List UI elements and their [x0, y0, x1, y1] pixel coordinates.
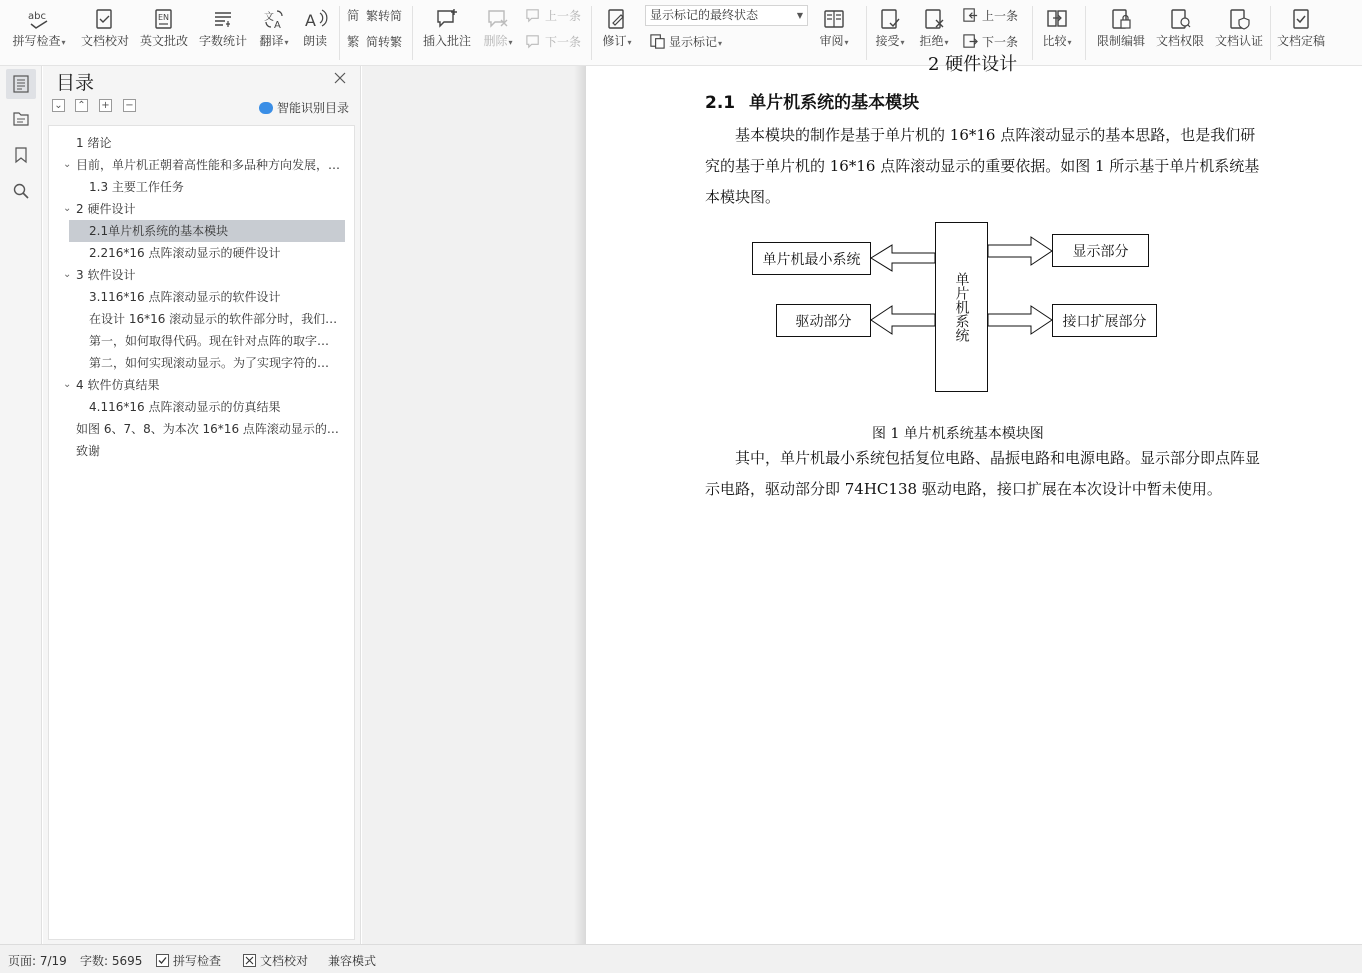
toc-item[interactable]: 1.3 主要工作任务 — [89, 180, 184, 194]
toc-item[interactable]: 3 软件设计 — [76, 268, 136, 282]
next-change-icon — [962, 33, 979, 50]
delete-comment-icon — [486, 7, 510, 31]
toc-item[interactable]: 致谢 — [76, 444, 101, 458]
separator — [1085, 6, 1086, 60]
spellcheck-icon — [27, 7, 51, 31]
spellcheck-button[interactable]: abc 拼写检查 ▾ — [8, 0, 70, 62]
en-review-button[interactable]: EN 英文批改 — [137, 0, 191, 62]
doc-proof-icon — [93, 7, 117, 31]
chevron-down-icon[interactable]: ⌄ — [63, 159, 72, 170]
arrow-right-icon — [988, 237, 1052, 265]
review-pane-icon — [822, 7, 846, 31]
toc-pane — [43, 66, 361, 944]
section-heading: 2.1 单片机系统的基本模块 — [705, 93, 920, 113]
toc-item[interactable]: 2.216*16 点阵滚动显示的硬件设计 — [89, 246, 281, 260]
mcu-system-box: 单片机系统 — [935, 222, 988, 392]
next-comment-icon — [525, 33, 542, 50]
doc-certify-icon — [1227, 7, 1251, 31]
simp-to-trad-button[interactable]: 繁 简转繁 — [346, 34, 403, 49]
prev-comment-icon — [525, 7, 542, 24]
close-icon[interactable] — [333, 71, 347, 85]
toc-title: 目录 — [56, 72, 95, 94]
bookmark-panel-toggle[interactable] — [6, 140, 36, 170]
chevron-down-icon[interactable]: ⌄ — [63, 203, 72, 214]
arrow-left-icon — [871, 306, 935, 334]
status-bar — [0, 944, 1362, 973]
toc-panel-toggle[interactable] — [6, 69, 36, 99]
separator — [1270, 6, 1271, 60]
svg-text:简: 简 — [346, 8, 360, 23]
toc-list — [48, 125, 355, 940]
review-pane-button[interactable]: 审阅 ▾ — [815, 0, 853, 62]
prev-change-button[interactable]: 上一条 — [962, 4, 1018, 26]
search-panel-toggle[interactable] — [6, 176, 36, 206]
compat-mode-indicator: 兼容模式 — [328, 954, 377, 968]
simp-to-trad-icon — [346, 33, 363, 50]
markup-state-select[interactable]: 显示标记的最终状态 ▼ — [645, 5, 808, 26]
svg-text:A: A — [274, 20, 281, 31]
track-changes-icon — [605, 7, 629, 31]
chevron-down-icon: ▼ — [796, 11, 803, 20]
toc-item[interactable]: 如图 6、7、8、为本次 16*16 点阵滚动显示的… — [76, 422, 339, 436]
page-shadow — [574, 66, 586, 944]
workspace-background — [362, 66, 586, 944]
toc-item[interactable]: 2.1单片机系统的基本模块 — [69, 220, 345, 242]
revise-button[interactable]: 修订 ▾ — [598, 0, 636, 62]
next-change-button[interactable]: 下一条 — [962, 30, 1018, 52]
driver-box: 驱动部分 — [776, 304, 871, 337]
toc-item[interactable]: 1 绪论 — [76, 136, 112, 150]
bookmark-icon — [12, 146, 30, 164]
separator — [412, 6, 413, 60]
insert-comment-icon — [435, 7, 459, 31]
svg-text:abc: abc — [28, 11, 46, 22]
chevron-down-icon[interactable]: ⌄ — [63, 379, 72, 390]
doc-permission-button[interactable]: 文档权限 — [1153, 0, 1207, 62]
word-count-icon — [211, 7, 235, 31]
block-diagram-figure — [746, 222, 1166, 402]
checkbox-icon — [156, 954, 169, 967]
document-page[interactable] — [586, 54, 1362, 944]
doc-permission-icon — [1168, 7, 1192, 31]
diagram-arrows — [746, 222, 1166, 402]
next-comment-button[interactable]: 下一条 — [525, 30, 581, 52]
toc-item[interactable]: 目前，单片机正朝着高性能和多品种方向发展，… — [76, 158, 341, 172]
toc-icon — [12, 75, 30, 93]
translate-icon — [262, 7, 286, 31]
ribbon-toolbar — [0, 0, 1362, 66]
figure-caption: 图 1 单片机系统基本模块图 — [872, 426, 1044, 442]
read-aloud-icon — [303, 7, 327, 31]
smart-toc-button[interactable]: 智能识别目录 — [259, 99, 349, 116]
display-box: 显示部分 — [1052, 234, 1149, 267]
trad-to-simp-icon — [346, 7, 363, 24]
left-icon-rail — [0, 66, 42, 944]
collapse-up-icon[interactable]: ⌃ — [75, 99, 88, 112]
spellcheck-status[interactable]: 拼写检查 — [156, 952, 221, 969]
svg-text:繁: 繁 — [346, 34, 360, 49]
word-count-indicator[interactable]: 字数: 5695 — [80, 954, 143, 968]
doc-cert-button[interactable]: 文档认证 — [1212, 0, 1266, 62]
toc-item[interactable]: 4 软件仿真结果 — [76, 378, 160, 392]
accept-button[interactable]: 接受 ▾ — [871, 0, 909, 62]
collapse-down-icon[interactable]: ⌄ — [52, 99, 65, 112]
toc-item[interactable]: 在设计 16*16 滚动显示的软件部分时，我们… — [89, 312, 338, 326]
ai-icon — [259, 102, 273, 114]
separator — [339, 6, 340, 60]
toc-item[interactable]: 2 硬件设计 — [76, 202, 136, 216]
min-system-box: 单片机最小系统 — [752, 242, 871, 275]
toc-item[interactable]: 4.116*16 点阵滚动显示的仿真结果 — [89, 400, 281, 414]
arrow-left-icon — [871, 245, 935, 271]
english-review-icon — [152, 7, 176, 31]
toc-item[interactable]: 3.116*16 点阵滚动显示的软件设计 — [89, 290, 281, 304]
translate-button[interactable]: 文 A 翻译 ▾ — [255, 0, 293, 62]
doc-finalize-icon — [1289, 7, 1313, 31]
toc-item[interactable]: 第一，如何取得代码。现在针对点阵的取字… — [89, 334, 330, 348]
search-icon — [12, 182, 30, 200]
expand-all-icon[interactable]: + — [99, 99, 112, 112]
toc-item[interactable]: 第二，如何实现滚动显示。为了实现字符的… — [89, 356, 330, 370]
trad-to-simp-button[interactable]: 简 繁转简 — [346, 8, 403, 23]
svg-text:EN: EN — [158, 13, 170, 22]
separator — [1032, 6, 1033, 60]
chapter-heading: 2 硬件设计 — [928, 54, 1018, 75]
accept-icon — [878, 7, 902, 31]
show-markup-button[interactable]: 显示标记 ▾ — [649, 30, 722, 52]
doc-proof-status-icon — [243, 954, 256, 967]
interface-box: 接口扩展部分 — [1052, 304, 1157, 337]
compare-icon — [1045, 7, 1069, 31]
reject-button[interactable]: 拒绝 ▾ — [915, 0, 953, 62]
reject-icon — [922, 7, 946, 31]
paragraph: 基本模块的制作是基于单片机的 16*16 点阵滚动显示的基本思路，也是我们研究的基于单片机的 16*16 点阵滚动显示的重要依据。如图 1 所示基于单片机系统基本模块图。 — [705, 126, 1260, 206]
chevron-down-icon[interactable]: ⌄ — [63, 269, 72, 280]
arrow-right-icon — [988, 306, 1052, 334]
page-indicator[interactable]: 页面: 7/19 — [8, 954, 67, 968]
show-markup-icon — [649, 33, 666, 50]
doc-finalize-button[interactable]: 文档定稿 — [1274, 0, 1328, 62]
prev-comment-button[interactable]: 上一条 — [525, 4, 581, 26]
paragraph: 其中，单片机最小系统包括复位电路、晶振电路和电源电路。显示部分即点阵显示电路，驱动部分即 74HC138 驱动电路，接口扩展在本次设计中暂未使用。 — [705, 449, 1261, 498]
doc-proof-status[interactable]: 文档校对 — [243, 952, 308, 969]
insert-comment-button[interactable]: 插入批注 — [420, 0, 474, 62]
collapse-all-icon[interactable]: − — [123, 99, 136, 112]
lock-icon — [1109, 7, 1133, 31]
delete-comment-button[interactable]: 删除 ▾ — [480, 0, 516, 62]
prev-change-icon — [962, 7, 979, 24]
separator — [866, 6, 867, 60]
separator — [591, 6, 592, 60]
word-count-button[interactable]: 字数统计 — [196, 0, 250, 62]
svg-text:A: A — [305, 11, 316, 30]
section-panel-toggle[interactable] — [6, 104, 36, 134]
folder-tree-icon — [12, 110, 30, 128]
restrict-edit-button[interactable]: 限制编辑 — [1094, 0, 1148, 62]
read-aloud-button[interactable]: A 朗读 — [298, 0, 332, 62]
svg-text:文: 文 — [264, 12, 274, 23]
compare-button[interactable]: 比较 ▾ — [1038, 0, 1076, 62]
doc-proof-button[interactable]: 文档校对 — [78, 0, 132, 62]
